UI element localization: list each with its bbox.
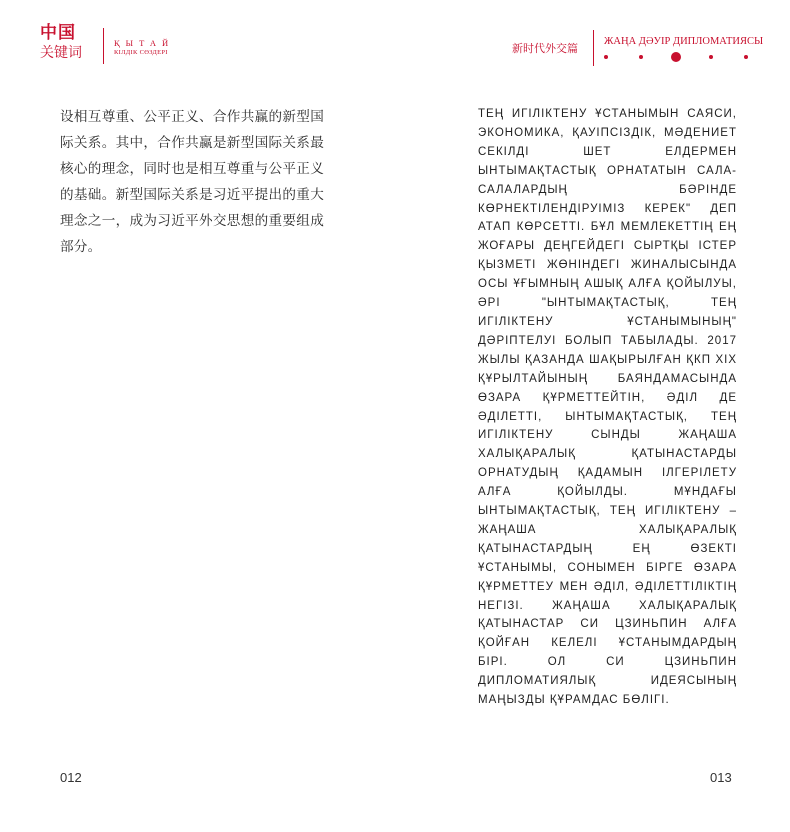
progress-dot [744, 55, 748, 59]
logo-kz-line1: ҚЫТАЙ [114, 38, 175, 48]
left-page-body: 设相互尊重、公平正义、合作共赢的新型国际关系。其中，合作共赢是新型国际关系最核心的理念，同时也是相互尊重与公平正义的基础。新型国际关系是习近平提出的重大理念之一，成为习近平外交思想的重要组成部分。 [60, 109, 324, 255]
logo-kz-line2: КІЛДІК СӨЗДЕРІ [114, 49, 168, 56]
page-number-left: 012 [60, 770, 82, 785]
header-divider [593, 30, 594, 66]
progress-dot [709, 55, 713, 59]
logo [40, 24, 82, 62]
section-title-kz: ЖАҢА ДӘУІР ДИПЛОМАТИЯСЫ [604, 36, 764, 47]
progress-dot [639, 55, 643, 59]
progress-dot-active [671, 52, 681, 62]
progress-dot [604, 55, 608, 59]
progress-dots [604, 51, 750, 63]
logo-cn-line2: 关键词 [40, 45, 82, 61]
logo-kz [114, 38, 174, 57]
logo-divider [103, 28, 104, 64]
right-page-body: ТЕҢ ИГІЛІКТЕНУ ҰСТАНЫМЫН САЯСИ, ЭКОНОМИКА, ҚАУІПСІЗДІК, МӘДЕНИЕТ СЕКІЛДІ ШЕТ ЕЛДЕРМЕН ЫНТЫМАҚТАСТЫҚ ОРНАТАТЫН САЛА-САЛАЛАРДЫҢ БӘРІНДЕ КӨРНЕКТІЛЕНДІРУІМІЗ КЕРЕК" ДЕП АТАП КӨРСЕТТІ. БҰЛ МЕМЛЕКЕТТІҢ ЕҢ ЖОҒАРЫ ДЕҢГЕЙДЕГІ СЫРТҚЫ ІСТЕР ҚЫЗМЕТІ ЖӨНІНДЕГІ ЖИНАЛЫСЫНДА ОСЫ ҰҒЫМНЫҢ АШЫҚ АЛҒА ҚОЙЫЛУЫ, ӘРІ "ЫНТЫМАҚТАСТЫҚ, ТЕҢ ИГІЛІКТЕНУ ҰСТАНЫМЫНЫҢ" ДӘРІПТЕЛУІ БОЛЫП ТАБЫЛАДЫ. 2017 ЖЫЛЫ ҚАЗАНДА ШАҚЫРЫЛҒАН ҚКП XIX ҚҰРЫЛТАЙЫНЫҢ БАЯНДАМАСЫНДА ӨЗАРА ҚҰРМЕТТЕЙТІН, ӘДІЛ ДЕ ӘДІЛЕТТІ, ЫНТЫМАҚТАСТЫҚ, ТЕҢ ИГІЛІКТЕНУ СЫНДЫ ЖАҢАША ХАЛЫҚАРАЛЫҚ ҚАТЫНАСТАРДЫ ОРНАТУДЫҢ ҚАДАМЫН ІЛГЕРІЛЕТУ АЛҒА ҚОЙЫЛДЫ. МҰНДАҒЫ ЫНТЫМАҚТАСТЫҚ, ТЕҢ ИГІЛІКТЕНУ – ЖАҢАША ХАЛЫҚАРАЛЫҚ ҚАТЫНАСТАРДЫҢ ЕҢ ӨЗЕКТІ ҰСТАНЫМЫ, СОНЫМЕН БІРГЕ ӨЗАРА ҚҰРМЕТТЕУ МЕН ӘДІЛ, ӘДІЛЕТТІЛІКТІҢ НЕГІЗІ. ЖАҢАША ХАЛЫҚАРАЛЫҚ ҚАТЫНАСТАР СИ ЦЗИНЬПИН АЛҒА ҚОЙҒАН КЕЛЕЛІ ҰСТАНЫМДАРДЫҢ БІРІ. ОЛ СИ ЦЗИНЬПИН ДИПЛОМАТИЯЛЫҚ ИДЕЯСЫНЫҢ МАҢЫЗДЫ ҚҰРАМДАС БӨЛІГІ. [478, 108, 737, 707]
page-number-right: 013 [710, 770, 732, 785]
section-title-cn: 新时代外交篇 [512, 43, 578, 55]
logo-cn-line1: 中国 [40, 23, 76, 43]
